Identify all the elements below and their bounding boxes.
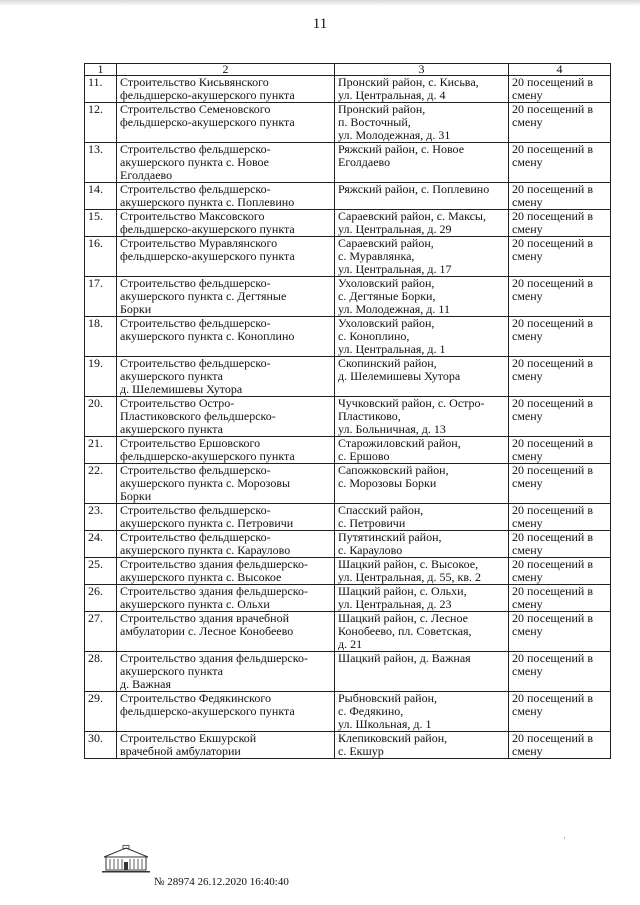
capacity-cell-text: 20 посещений в смену [512, 356, 594, 383]
row-number-text: 17. [88, 276, 103, 290]
address-cell-text: Шацкий район, с. Ольхи, ул. Центральная, д. 23 [338, 584, 467, 611]
capacity-cell [509, 76, 611, 103]
capacity-cell [509, 585, 611, 612]
address-cell-text: Сараевский район, с. Муравлянка, ул. Центральная, д. 17 [338, 236, 452, 276]
capacity-cell-text: 20 посещений в смену [512, 209, 594, 236]
capacity-cell-text: 20 посещений в смену [512, 436, 594, 463]
facility-name-cell [117, 437, 335, 464]
row-number [85, 357, 117, 397]
facility-name-cell-text: Строительство здания фельдшерско- акушерского пункта д. Важная [120, 651, 308, 691]
capacity-cell-text: 20 посещений в смену [512, 584, 594, 611]
row-number-text: 27. [88, 611, 103, 625]
address-cell [335, 183, 509, 210]
row-number-text: 12. [88, 102, 103, 116]
facility-name-cell-text: Строительство фельдшерско- акушерского пункта с. Дегтяные Борки [120, 276, 287, 316]
table-row [85, 504, 611, 531]
capacity-cell [509, 652, 611, 692]
row-number-text: 26. [88, 584, 103, 598]
facility-name-cell [117, 76, 335, 103]
table-row [85, 652, 611, 692]
facility-name-cell-text: Строительство здания врачебной амбулатории с. Лесное Конобеево [120, 611, 294, 638]
row-number [85, 692, 117, 732]
address-cell-text: Старожиловский район, с. Ершово [338, 436, 461, 463]
row-number-text: 30. [88, 731, 103, 745]
facility-name-cell-text: Строительство фельдшерско- акушерского пункта с. Поплевино [120, 182, 295, 209]
scan-mark: · [563, 833, 566, 843]
table-header-row [85, 64, 611, 76]
row-number [85, 76, 117, 103]
facility-name-cell [117, 317, 335, 357]
table-row [85, 692, 611, 732]
address-cell-text: Ряжский район, с. Новое Еголдаево [338, 142, 465, 169]
table-row [85, 317, 611, 357]
table-row [85, 732, 611, 759]
capacity-cell-text: 20 посещений в смену [512, 503, 594, 530]
row-number [85, 732, 117, 759]
registration-stamp: № 28974 26.12.2020 16:40:40 [154, 876, 289, 888]
table-row [85, 143, 611, 183]
facility-name-cell [117, 652, 335, 692]
capacity-cell [509, 504, 611, 531]
table-row [85, 210, 611, 237]
table-row [85, 437, 611, 464]
capacity-cell [509, 237, 611, 277]
address-cell [335, 464, 509, 504]
facility-name-cell-text: Строительство здания фельдшерско- акушерского пункта с. Высокое [120, 557, 308, 584]
table-row [85, 103, 611, 143]
row-number [85, 103, 117, 143]
capacity-cell-text: 20 посещений в смену [512, 731, 594, 758]
row-number [85, 612, 117, 652]
row-number [85, 504, 117, 531]
construction-table [84, 63, 611, 759]
address-cell [335, 612, 509, 652]
row-number-text: 18. [88, 316, 103, 330]
facility-name-cell [117, 585, 335, 612]
address-cell [335, 277, 509, 317]
facility-name-cell [117, 692, 335, 732]
capacity-cell-text: 20 посещений в смену [512, 182, 594, 209]
row-number [85, 237, 117, 277]
address-cell-text: Шацкий район, с. Высокое, ул. Центральная, д. 55, кв. 2 [338, 557, 482, 584]
capacity-cell-text: 20 посещений в смену [512, 463, 594, 490]
column-header: 1 [85, 64, 117, 76]
capacity-cell-text: 20 посещений в смену [512, 102, 594, 129]
capacity-cell [509, 437, 611, 464]
address-cell-text: Ухоловский район, с. Дегтяные Борки, ул. Молодежная, д. 11 [338, 276, 450, 316]
capacity-cell-text: 20 посещений в смену [512, 611, 594, 638]
address-cell [335, 210, 509, 237]
capacity-cell-text: 20 посещений в смену [512, 691, 594, 718]
capacity-cell [509, 464, 611, 504]
row-number-text: 20. [88, 396, 103, 410]
address-cell-text: Ухоловский район, с. Коноплино, ул. Центральная, д. 1 [338, 316, 446, 356]
row-number-text: 28. [88, 651, 103, 665]
row-number [85, 317, 117, 357]
capacity-cell [509, 612, 611, 652]
table-row [85, 464, 611, 504]
row-number [85, 183, 117, 210]
row-number-text: 15. [88, 209, 103, 223]
facility-name-cell-text: Строительство фельдшерско- акушерского пункта д. Шелемишевы Хутора [120, 356, 271, 396]
address-cell [335, 585, 509, 612]
capacity-cell [509, 357, 611, 397]
row-number-text: 13. [88, 142, 103, 156]
capacity-cell [509, 277, 611, 317]
capacity-cell [509, 531, 611, 558]
address-cell-text: Чучковский район, с. Остро- Пластиково, ул. Больничная, д. 13 [338, 396, 485, 436]
table-row [85, 531, 611, 558]
facility-name-cell-text: Строительство фельдшерско- акушерского пункта с. Коноплино [120, 316, 295, 343]
facility-name-cell-text: Строительство Федякинского фельдшерско-акушерского пункта [120, 691, 295, 718]
row-number [85, 143, 117, 183]
capacity-cell [509, 103, 611, 143]
facility-name-cell-text: Строительство фельдшерско- акушерского пункта с. Морозовы Борки [120, 463, 291, 503]
facility-name-cell-text: Строительство Максовского фельдшерско-акушерского пункта [120, 209, 295, 236]
building-logo-icon [100, 845, 152, 873]
facility-name-cell [117, 612, 335, 652]
address-cell-text: Путятинский район, с. Караулово [338, 530, 442, 557]
facility-name-cell [117, 464, 335, 504]
facility-name-cell [117, 277, 335, 317]
facility-name-cell-text: Строительство фельдшерско- акушерского пункта с. Петровичи [120, 503, 294, 530]
row-number [85, 558, 117, 585]
row-number-text: 24. [88, 530, 103, 544]
capacity-cell [509, 692, 611, 732]
row-number [85, 437, 117, 464]
facility-name-cell [117, 531, 335, 558]
address-cell-text: Шацкий район, с. Лесное Конобеево, пл. Советская, д. 21 [338, 611, 472, 651]
facility-name-cell-text: Строительство здания фельдшерско- акушерского пункта с. Ольхи [120, 584, 308, 611]
capacity-cell [509, 143, 611, 183]
scan-top-edge [0, 0, 640, 6]
capacity-cell [509, 210, 611, 237]
row-number-text: 22. [88, 463, 103, 477]
facility-name-cell [117, 103, 335, 143]
address-cell-text: Скопинский район, д. Шелемишевы Хутора [338, 356, 461, 383]
table-row [85, 277, 611, 317]
address-cell [335, 317, 509, 357]
row-number [85, 397, 117, 437]
page-number: 11 [312, 16, 328, 32]
row-number-text: 16. [88, 236, 103, 250]
address-cell [335, 103, 509, 143]
address-cell-text: Сараевский район, с. Максы, ул. Центральная, д. 29 [338, 209, 486, 236]
facility-name-cell-text: Строительство Ершовского фельдшерско-акушерского пункта [120, 436, 295, 463]
capacity-cell-text: 20 посещений в смену [512, 236, 594, 263]
column-header: 4 [509, 64, 611, 76]
address-cell [335, 558, 509, 585]
facility-name-cell [117, 210, 335, 237]
address-cell [335, 531, 509, 558]
address-cell [335, 143, 509, 183]
capacity-cell [509, 317, 611, 357]
address-cell [335, 732, 509, 759]
row-number [85, 277, 117, 317]
address-cell [335, 357, 509, 397]
address-cell-text: Рыбновский район, с. Федякино, ул. Школьная, д. 1 [338, 691, 438, 731]
capacity-cell [509, 397, 611, 437]
table-row [85, 357, 611, 397]
facility-name-cell [117, 504, 335, 531]
row-number [85, 652, 117, 692]
table-row [85, 76, 611, 103]
facility-name-cell-text: Строительство Остро- Пластиковского фельдшерско- акушерского пункта [120, 396, 276, 436]
row-number [85, 464, 117, 504]
capacity-cell-text: 20 посещений в смену [512, 276, 594, 303]
column-header: 2 [117, 64, 335, 76]
row-number-text: 23. [88, 503, 103, 517]
address-cell [335, 692, 509, 732]
capacity-cell [509, 732, 611, 759]
row-number-text: 11. [88, 75, 103, 89]
capacity-cell-text: 20 посещений в смену [512, 142, 594, 169]
capacity-cell [509, 183, 611, 210]
capacity-cell-text: 20 посещений в смену [512, 316, 594, 343]
address-cell-text: Ряжский район, с. Поплевино [338, 182, 490, 196]
capacity-cell-text: 20 посещений в смену [512, 530, 594, 557]
facility-name-cell [117, 143, 335, 183]
address-cell-text: Спасский район, с. Петровичи [338, 503, 424, 530]
capacity-cell-text: 20 посещений в смену [512, 557, 594, 584]
table-row [85, 612, 611, 652]
row-number-text: 29. [88, 691, 103, 705]
row-number-text: 14. [88, 182, 103, 196]
row-number-text: 25. [88, 557, 103, 571]
row-number-text: 19. [88, 356, 103, 370]
facility-name-cell [117, 397, 335, 437]
row-number [85, 210, 117, 237]
row-number [85, 531, 117, 558]
facility-name-cell [117, 732, 335, 759]
column-header: 3 [335, 64, 509, 76]
facility-name-cell-text: Строительство фельдшерско- акушерского пункта с. Новое Еголдаево [120, 142, 271, 182]
address-cell [335, 397, 509, 437]
facility-name-cell [117, 183, 335, 210]
facility-name-cell [117, 558, 335, 585]
address-cell-text: Пронский район, с. Кисьва, ул. Центральная, д. 4 [338, 75, 479, 102]
address-cell [335, 437, 509, 464]
table-row [85, 183, 611, 210]
facility-name-cell-text: Строительство Екшурской врачебной амбулатории [120, 731, 257, 758]
facility-name-cell-text: Строительство фельдшерско- акушерского пункта с. Караулово [120, 530, 291, 557]
facility-name-cell-text: Строительство Муравлянского фельдшерско-акушерского пункта [120, 236, 295, 263]
facility-name-cell-text: Строительство Семеновского фельдшерско-акушерского пункта [120, 102, 295, 129]
row-number-text: 21. [88, 436, 103, 450]
address-cell-text: Сапожковский район, с. Морозовы Борки [338, 463, 449, 490]
capacity-cell [509, 558, 611, 585]
facility-name-cell-text: Строительство Кисьвянского фельдшерско-акушерского пункта [120, 75, 295, 102]
facility-name-cell [117, 237, 335, 277]
address-cell [335, 652, 509, 692]
capacity-cell-text: 20 посещений в смену [512, 396, 594, 423]
address-cell-text: Клепиковский район, с. Екшур [338, 731, 448, 758]
address-cell-text: Пронский район, п. Восточный, ул. Молодежная, д. 31 [338, 102, 451, 142]
address-cell-text: Шацкий район, д. Важная [338, 651, 471, 665]
capacity-cell-text: 20 посещений в смену [512, 75, 594, 102]
table-row [85, 558, 611, 585]
facility-name-cell [117, 357, 335, 397]
table-row [85, 237, 611, 277]
row-number [85, 585, 117, 612]
address-cell [335, 237, 509, 277]
table-row [85, 397, 611, 437]
capacity-cell-text: 20 посещений в смену [512, 651, 594, 678]
address-cell [335, 76, 509, 103]
table-row [85, 585, 611, 612]
address-cell [335, 504, 509, 531]
